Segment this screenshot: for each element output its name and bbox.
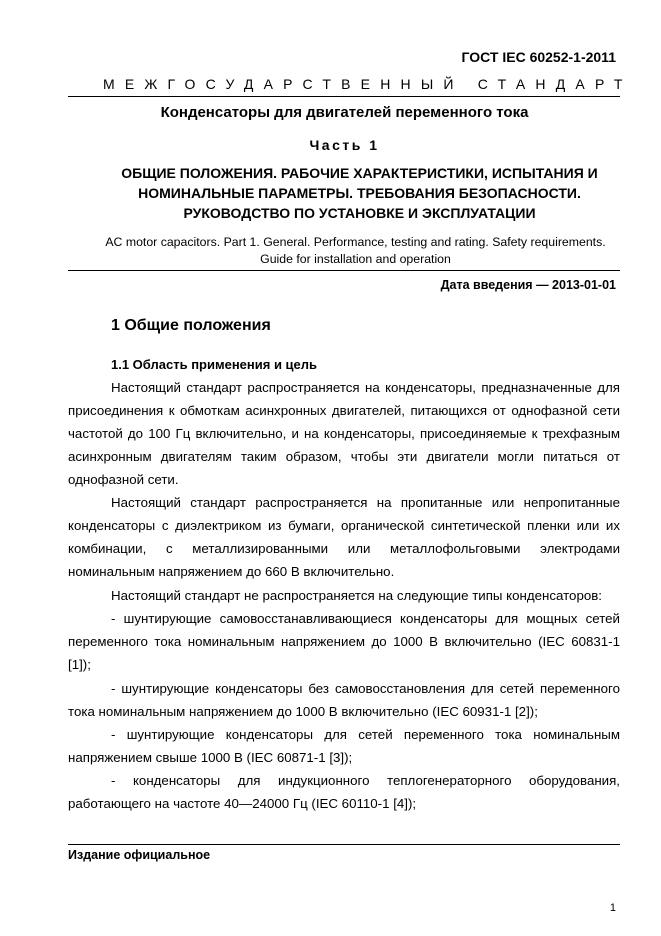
page-number: 1 bbox=[609, 902, 616, 914]
subsection-heading: 1.1 Область применения и цель bbox=[111, 357, 318, 372]
english-title: AC motor capacitors. Part 1. General. Performance, testing and rating. Safety requirements. Guide for installation and operation bbox=[105, 235, 606, 266]
standard-id: ГОСТ IEC 60252-1-2011 bbox=[461, 49, 616, 65]
list-item: - конденсаторы для индукционного теплогенераторного оборудования, работающего на частоте 40—24000 Гц (IEC 60110-1 [4]); bbox=[68, 773, 620, 811]
document-title: Конденсаторы для двигателей переменного тока bbox=[160, 104, 529, 121]
list-item: - шунтирующие самовосстанавливающиеся конденсаторы для мощных сетей переменного тока номинальным напряжением до 1000 В включительно (IEC 60831-1 [1]); bbox=[68, 611, 620, 672]
paragraph-1: Настоящий стандарт распространяется на конденсаторы, предназначенные для присоединения к обмоткам асинхронных двигателей, питающихся от однофазной сети частотой до 100 Гц включительно, и на конденсаторы, присоединяемые к трехфазным асинхронным двигателям таким образом, чтобы эти двигатели могли питаться от однофазной сети. bbox=[68, 380, 620, 487]
list-item: - шунтирующие конденсаторы без самовосстановления для сетей переменного тока номинальным напряжением до 1000 В включительно (IEC 60931-1 [2]); bbox=[68, 681, 620, 719]
list-item: - шунтирующие конденсаторы для сетей переменного тока номинальным напряжением свыше 1000 В (IEC 60871-1 [3]); bbox=[68, 727, 620, 765]
effective-date: Дата введения — 2013-01-01 bbox=[440, 278, 616, 292]
paragraph-3: Настоящий стандарт не распространяется на следующие типы конденсаторов: bbox=[111, 588, 602, 603]
section-heading: 1 Общие положения bbox=[111, 317, 271, 334]
top-divider bbox=[68, 96, 620, 97]
document-subtitle: ОБЩИЕ ПОЛОЖЕНИЯ. РАБОЧИЕ ХАРАКТЕРИСТИКИ, ИСПЫТАНИЯ И НОМИНАЛЬНЫЕ ПАРАМЕТРЫ. ТРЕБОВАНИЯ БЕЗОПАСНОСТИ. РУКОВОДСТВО ПО УСТАНОВКЕ И ЭКСПЛУАТАЦИИ bbox=[121, 165, 598, 221]
standard-category: МЕЖГОСУДАРСТВЕННЫЙ СТАНДАРТ bbox=[103, 76, 633, 92]
part-label: Часть 1 bbox=[309, 137, 380, 153]
title-divider bbox=[68, 270, 620, 271]
paragraph-2: Настоящий стандарт распространяется на пропитанные или непропитанные конденсаторы с диэлектриком из бумаги, органической синтетической пленки или их комбинации, с металлизированными или металлофольговыми электродами номинальным напряжением до 660 В включительно. bbox=[68, 495, 620, 579]
edition-label: Издание официальное bbox=[68, 848, 211, 862]
footer-divider bbox=[68, 844, 620, 845]
